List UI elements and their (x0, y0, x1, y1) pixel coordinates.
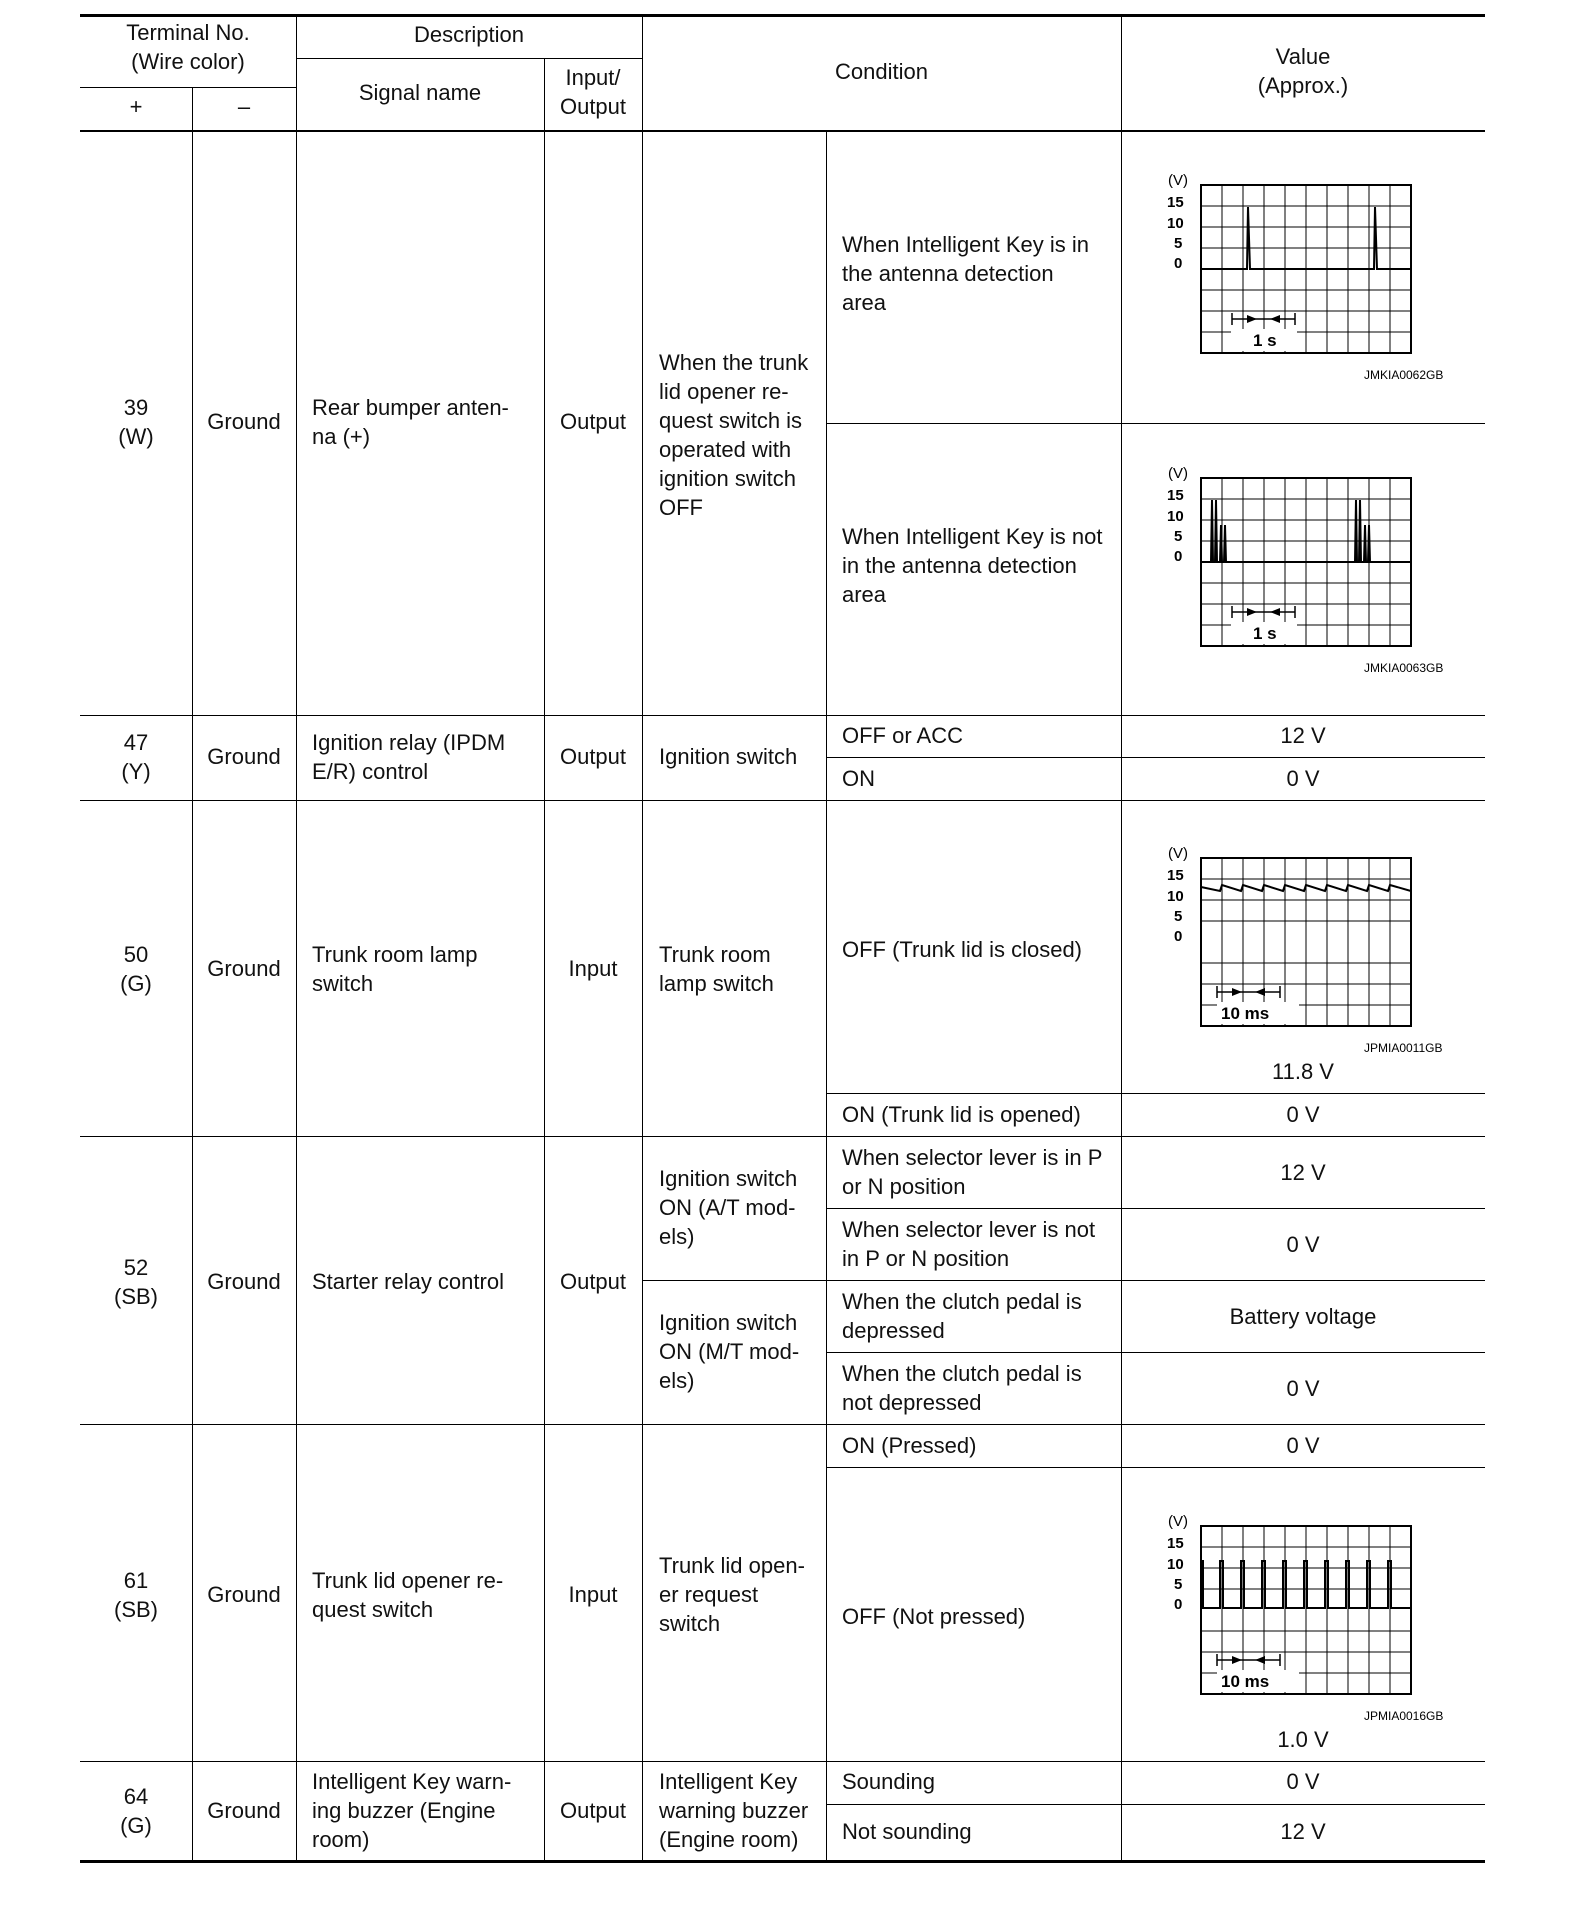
terminal-61: 61 (SB) (114, 1568, 158, 1622)
row-61-top (80, 1424, 1485, 1425)
subcondition-50-on: ON (Trunk lid is opened) (842, 1102, 1081, 1127)
col-divider-signal (296, 58, 297, 1861)
value-52-clutch-depressed: Battery voltage (1229, 1304, 1377, 1329)
value-47-off-acc: 12 V (1280, 723, 1326, 748)
value-47-on: 0 V (1286, 766, 1320, 791)
terminal-52: 52 (SB) (114, 1255, 158, 1309)
header-io: Input/ Output (559, 65, 627, 119)
condition-52-at: Ignition switch ON (A/T mod- els) (659, 1166, 798, 1249)
header-minus: – (237, 94, 251, 119)
wf-unit-label: (V) (1168, 172, 1188, 189)
wf-unit-label: (V) (1168, 845, 1188, 862)
wf-tick-15: 15 (1167, 487, 1184, 504)
header-signal-name: Signal name (358, 80, 482, 105)
signal-52: Starter relay control (312, 1269, 504, 1294)
wf-tick-10: 10 (1167, 888, 1184, 905)
col-divider-value (1121, 14, 1122, 1861)
io-47: Output (559, 744, 627, 769)
subcondition-47-off-acc: OFF or ACC (842, 723, 964, 748)
row-52-divider-3 (827, 1352, 1485, 1353)
waveform-jmkia0063gb (1165, 465, 1455, 677)
wf-id-label: JMKIA0063GB (1364, 661, 1444, 675)
terminal-39: 39 (W) (118, 395, 154, 449)
value-52-not-p-n: 0 V (1286, 1232, 1320, 1257)
condition-64: Intelligent Key warning buzzer (Engine room) (659, 1769, 809, 1852)
condition-61: Trunk lid open- er request switch (659, 1553, 805, 1636)
wf-tick-5: 5 (1174, 908, 1183, 925)
subcondition-52-not-p-n: When selector lever is not in P or N position (842, 1217, 1096, 1271)
value-50-on: 0 V (1286, 1102, 1320, 1127)
header-bottom-border (80, 130, 1485, 132)
waveform-chart (1165, 465, 1455, 677)
waveform-chart (1165, 845, 1455, 1057)
row-52-top (80, 1136, 1485, 1137)
condition-52-mt: Ignition switch ON (M/T mod- els) (659, 1310, 800, 1393)
waveform-jpmia0016gb (1165, 1513, 1455, 1725)
row-52-divider-1 (827, 1208, 1485, 1209)
wf-tick-0: 0 (1174, 1596, 1183, 1613)
subcondition-61-pressed: ON (Pressed) (842, 1433, 977, 1458)
row-64-divider (827, 1804, 1485, 1805)
wf-tick-0: 0 (1174, 928, 1183, 945)
wf-tick-15: 15 (1167, 1535, 1184, 1552)
header-plus: + (129, 94, 143, 119)
io-61: Input (568, 1582, 618, 1607)
waveform-jmkia0062gb (1165, 172, 1455, 384)
subcondition-39-in-area: When Intelligent Key is in the antenna detection area (842, 232, 1090, 315)
header-condition: Condition (835, 59, 928, 84)
terminal-divider (80, 87, 297, 88)
condition-50: Trunk room lamp switch (659, 942, 774, 996)
ground-39: Ground (207, 409, 281, 434)
wf-tick-5: 5 (1174, 235, 1183, 252)
io-64: Output (559, 1798, 627, 1823)
signal-61: Trunk lid opener re- quest switch (312, 1568, 504, 1622)
value-64-not-sounding: 12 V (1280, 1819, 1326, 1844)
condition-39: When the trunk lid opener re- quest switch is operated with ignition switch OFF (659, 350, 809, 520)
waveform-jpmia0011gb (1165, 845, 1455, 1057)
col-divider-condition (642, 14, 643, 1861)
row-64-top (80, 1761, 1485, 1762)
row-50-divider (827, 1093, 1485, 1094)
terminal-50: 50 (G) (120, 942, 152, 996)
wf-time-label: 10 ms (1221, 1004, 1270, 1023)
header-description: Description (413, 22, 525, 47)
wf-unit-label: (V) (1168, 1513, 1188, 1530)
wf-tick-15: 15 (1167, 194, 1184, 211)
wf-tick-5: 5 (1174, 528, 1183, 545)
ground-64: Ground (207, 1798, 281, 1823)
terminal-47: 47 (Y) (121, 730, 151, 784)
value-50-off: 11.8 V (1272, 1059, 1334, 1084)
ground-50: Ground (207, 956, 281, 981)
wf-tick-5: 5 (1174, 1576, 1183, 1593)
signal-39: Rear bumper anten- na (+) (312, 395, 509, 449)
waveform-chart (1165, 1513, 1455, 1725)
subcondition-47-on: ON (842, 766, 875, 791)
value-64-sounding: 0 V (1286, 1769, 1320, 1794)
wf-unit-label: (V) (1168, 465, 1188, 482)
wf-tick-15: 15 (1167, 867, 1184, 884)
subcondition-61-not-pressed: OFF (Not pressed) (842, 1604, 1026, 1629)
subcondition-52-p-n: When selector lever is in P or N position (842, 1145, 1103, 1199)
condition-47: Ignition switch (659, 744, 798, 769)
ground-61: Ground (207, 1582, 281, 1607)
row-50-top (80, 800, 1485, 801)
io-50: Input (568, 956, 618, 981)
ground-47: Ground (207, 744, 281, 769)
table-top-border (80, 14, 1485, 17)
wf-id-label: JPMIA0011GB (1364, 1041, 1443, 1055)
ground-52: Ground (207, 1269, 281, 1294)
subcondition-64-not-sounding: Not sounding (842, 1819, 972, 1844)
wf-tick-10: 10 (1167, 1556, 1184, 1573)
signal-47: Ignition relay (IPDM E/R) control (312, 730, 506, 784)
subcondition-39-not-in-area: When Intelligent Key is not in the antenna detection area (842, 524, 1103, 607)
value-61-not-pressed: 1.0 V (1277, 1727, 1329, 1752)
wf-id-label: JPMIA0016GB (1364, 1709, 1444, 1723)
header-value: Value (Approx.) (1257, 44, 1349, 98)
subcondition-50-off: OFF (Trunk lid is closed) (842, 937, 1083, 962)
table-bottom-border (80, 1860, 1485, 1863)
wf-time-label: 1 s (1253, 624, 1277, 643)
wf-tick-10: 10 (1167, 508, 1184, 525)
description-divider (297, 58, 642, 59)
wf-time-label: 1 s (1253, 331, 1277, 350)
value-52-clutch-not-depressed: 0 V (1286, 1376, 1320, 1401)
signal-64: Intelligent Key warn- ing buzzer (Engine room) (312, 1769, 512, 1852)
wf-time-label: 10 ms (1221, 1672, 1270, 1691)
wf-tick-10: 10 (1167, 215, 1184, 232)
io-39: Output (559, 409, 627, 434)
row-61-divider (827, 1467, 1485, 1468)
io-52: Output (559, 1269, 627, 1294)
wf-tick-0: 0 (1174, 548, 1183, 565)
wf-tick-0: 0 (1174, 255, 1183, 272)
row-47-divider (827, 757, 1485, 758)
subcondition-52-clutch-depressed: When the clutch pedal is depressed (842, 1289, 1082, 1343)
header-terminal-no: Terminal No. (Wire color) (126, 20, 250, 74)
wf-id-label: JMKIA0062GB (1364, 368, 1444, 382)
terminal-64: 64 (G) (120, 1784, 152, 1838)
row-47-top (80, 715, 1485, 716)
subcondition-52-clutch-not-depressed: When the clutch pedal is not depressed (842, 1361, 1082, 1415)
value-61-pressed: 0 V (1286, 1433, 1320, 1458)
row-39-divider (827, 423, 1485, 424)
value-52-p-n: 12 V (1280, 1160, 1326, 1185)
row-52-divider-2 (643, 1280, 1485, 1281)
signal-50: Trunk room lamp switch (312, 942, 478, 996)
waveform-chart (1165, 172, 1455, 384)
subcondition-64-sounding: Sounding (842, 1769, 935, 1794)
